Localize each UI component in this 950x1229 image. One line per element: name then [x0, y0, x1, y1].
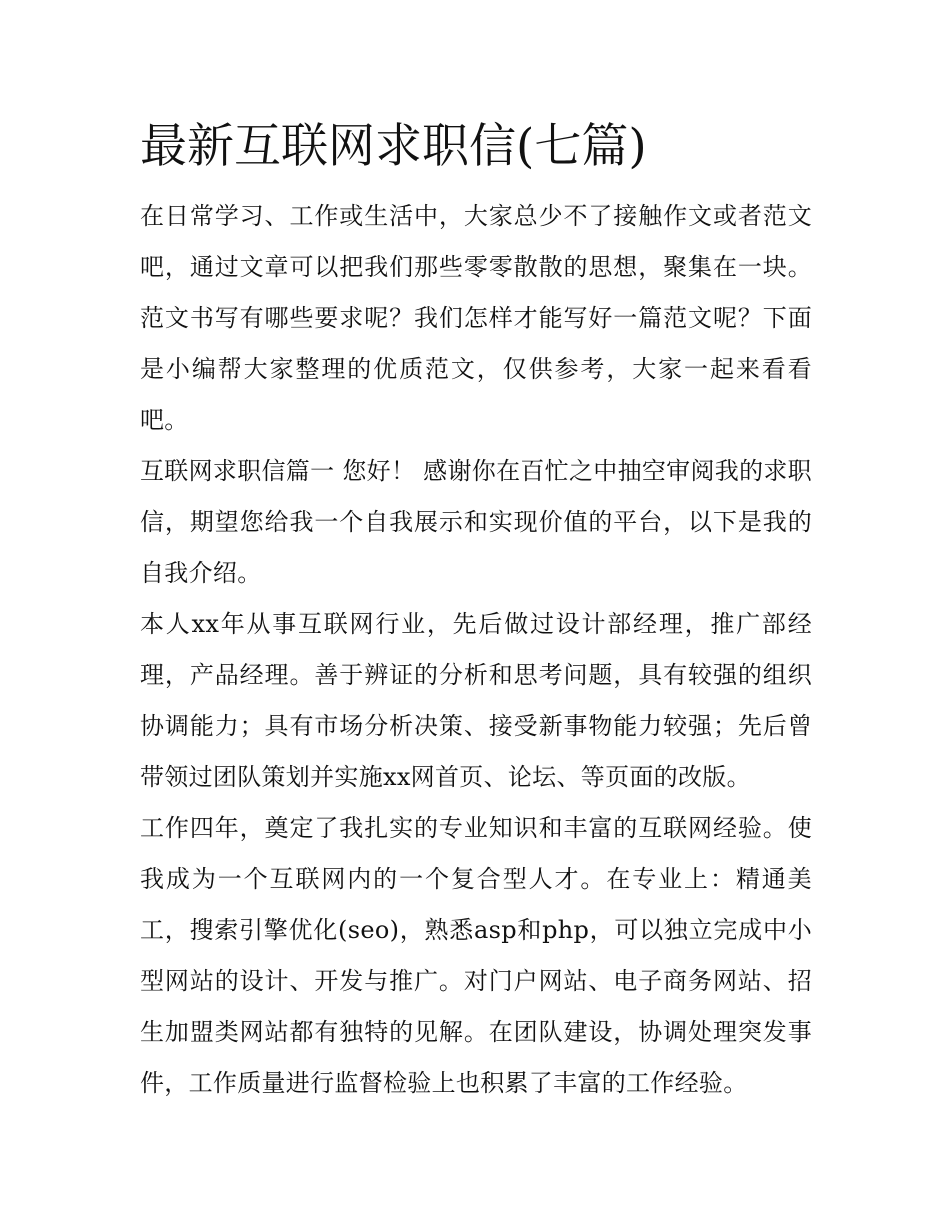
document-page: [140, 0, 812, 1109]
greeting-paragraph: 互联网求职信篇一 您好！ 感谢你在百忙之中抽空审阅我的求职信，期望您给我一个自我展示和实现价值的平台，以下是我的自我介绍。: [140, 457, 812, 587]
intro-paragraph: 在日常学习、工作或生活中，大家总少不了接触作文或者范文吧，通过文章可以把我们那些零零散散的思想，聚集在一块。范文书写有哪些要求呢？我们怎样才能写好一篇范文呢？下面是小编帮大家整理的优质范文，仅供参考，大家一起来看看吧。: [140, 202, 812, 434]
experience-paragraph: 本人xx年从事互联网行业，先后做过设计部经理，推广部经理，产品经理。善于辨证的分析和思考问题，具有较强的组织协调能力；具有市场分析决策、接受新事物能力较强；先后曾带领过团队策划并实施xx网首页、论坛、等页面的改版。: [140, 610, 812, 791]
document-body: [140, 191, 812, 1109]
document-title: 最新互联网求职信(七篇): [140, 119, 647, 174]
skills-paragraph: 工作四年，奠定了我扎实的专业知识和丰富的互联网经验。使我成为一个互联网内的一个复合型人才。在专业上：精通美工，搜索引擎优化(seo)，熟悉asp和php，可以独立完成中小型网站的设计、开发与推广。对门户网站、电子商务网站、招生加盟类网站都有独特的见解。在团队建设，协调处理突发事件，工作质量进行监督检验上也积累了丰富的工作经验。: [140, 814, 812, 1097]
